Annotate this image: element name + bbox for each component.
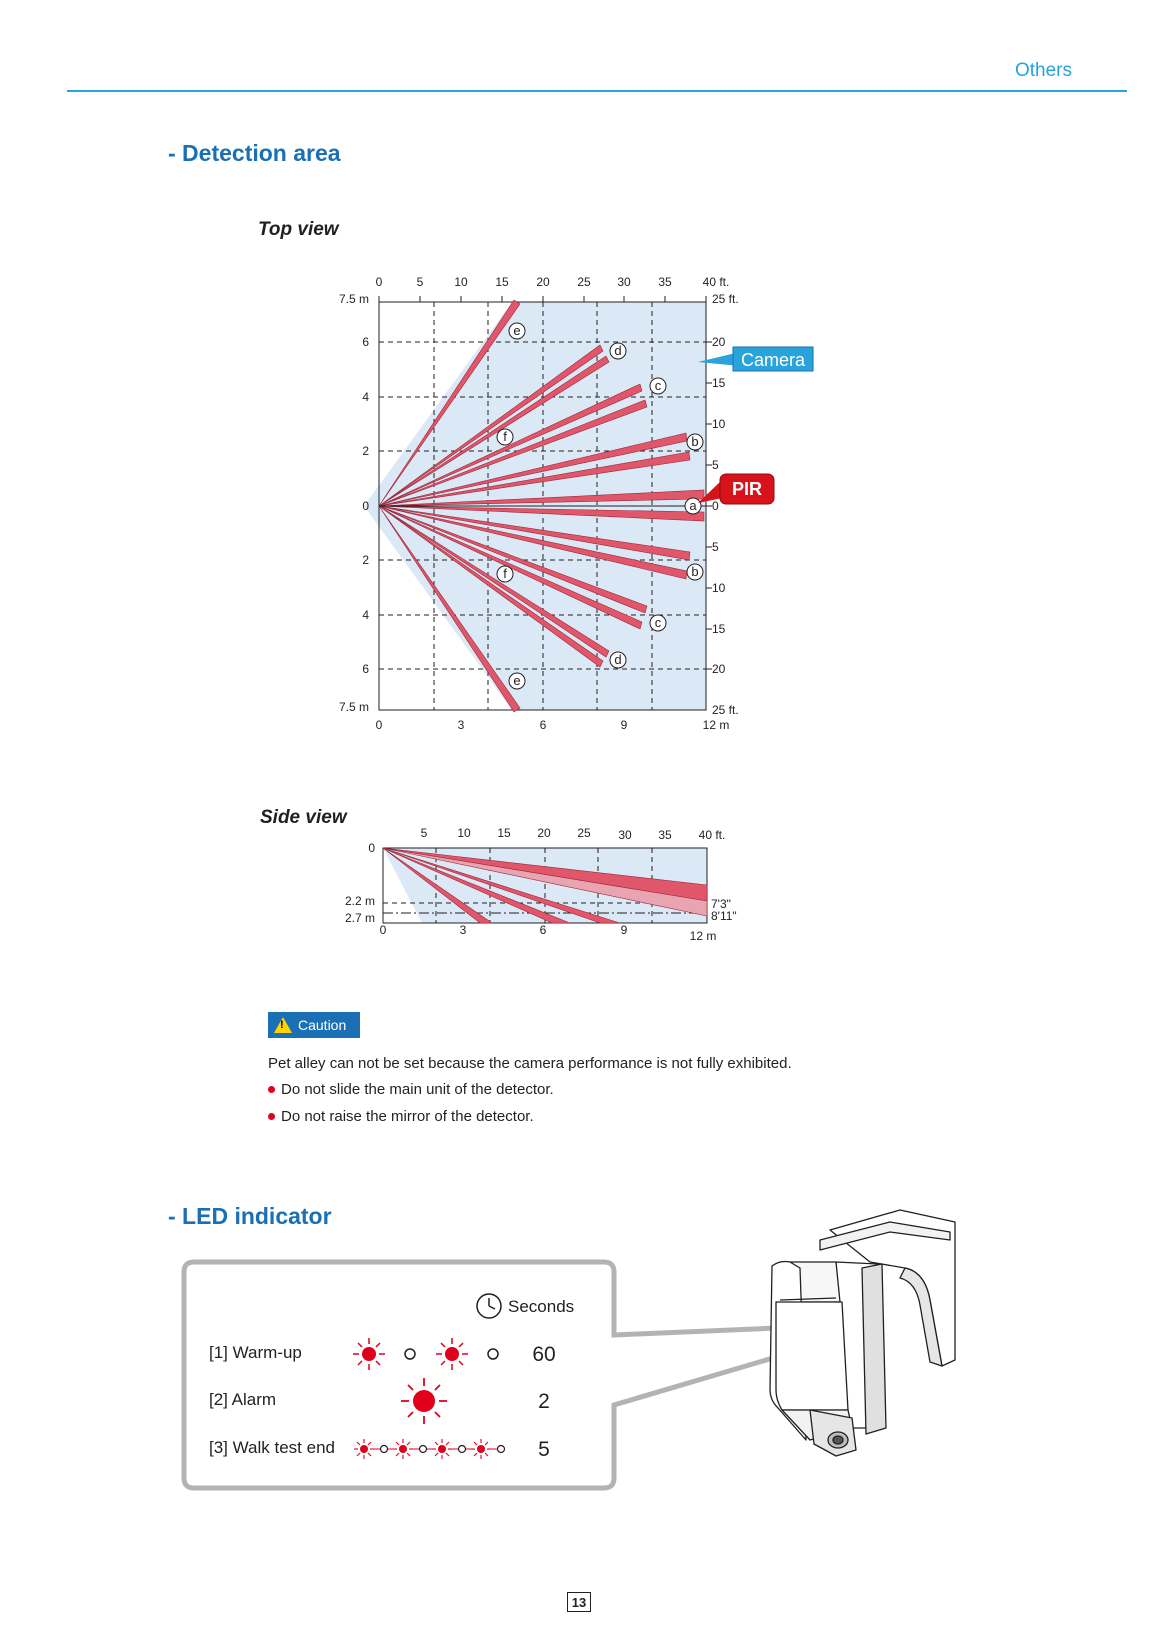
svg-text:0: 0: [712, 499, 719, 513]
zone-label-a: a: [689, 498, 697, 513]
page-number: 13: [567, 1592, 591, 1612]
svg-text:20: 20: [536, 275, 550, 289]
svg-text:40 ft.: 40 ft.: [698, 828, 726, 842]
svg-text:0: 0: [375, 275, 383, 289]
svg-text:3: 3: [457, 718, 465, 732]
detection-area-heading: - Detection area: [168, 140, 341, 166]
detector-device-illustration: [770, 1210, 955, 1456]
svg-text:30: 30: [617, 275, 631, 289]
side-view-label: Side view: [260, 807, 347, 828]
svg-text:6: 6: [539, 718, 547, 732]
svg-text:5: 5: [416, 275, 424, 289]
svg-text:12 m: 12 m: [702, 718, 730, 732]
caution-bullet-text: Do not raise the mirror of the detector.: [281, 1108, 534, 1125]
svg-text:7.5 m: 7.5 m: [338, 292, 369, 306]
svg-text:0: 0: [379, 923, 387, 937]
svg-text:PIR: PIR: [731, 479, 763, 499]
led-lit-small-icon: [393, 1439, 413, 1459]
svg-text:15: 15: [712, 622, 726, 636]
svg-text:20: 20: [712, 335, 726, 349]
svg-text:9: 9: [620, 718, 628, 732]
svg-text:4: 4: [362, 390, 369, 404]
warning-icon: !: [274, 1017, 292, 1033]
led-lit-small-icon: [432, 1439, 452, 1459]
led-row-seconds: 5: [538, 1438, 550, 1461]
zone-label-c-lower: c: [654, 615, 662, 630]
zone-label-c-upper: c: [654, 378, 662, 393]
zone-label-d-lower: d: [614, 652, 622, 667]
svg-text:7'3": 7'3": [711, 897, 731, 911]
top-view-label: Top view: [258, 219, 339, 240]
svg-text:12 m: 12 m: [689, 929, 717, 943]
svg-text:2.2 m: 2.2 m: [344, 894, 375, 908]
led-row-label: [3] Walk test end: [209, 1438, 335, 1457]
zone-label-f-upper: f: [503, 429, 507, 444]
svg-text:5: 5: [712, 540, 719, 554]
led-row-label: [1] Warm-up: [209, 1343, 302, 1362]
caution-bullet-text: Do not slide the main unit of the detector.: [281, 1081, 554, 1098]
led-off-icon: [488, 1349, 498, 1359]
caution-badge-label: Caution: [298, 1017, 347, 1033]
svg-text:5: 5: [420, 826, 428, 840]
svg-text:4: 4: [362, 608, 369, 622]
zone-label-d-upper: d: [614, 343, 622, 358]
svg-text:9: 9: [620, 923, 628, 937]
svg-text:Camera: Camera: [740, 350, 806, 370]
led-off-small-icon: [420, 1446, 427, 1453]
led-off-small-icon: [381, 1446, 388, 1453]
zone-label-b-upper: b: [691, 434, 699, 449]
svg-text:35: 35: [658, 275, 672, 289]
svg-text:0: 0: [368, 841, 375, 855]
svg-text:2.7 m: 2.7 m: [344, 911, 375, 925]
svg-text:30: 30: [618, 828, 632, 842]
svg-text:25: 25: [577, 826, 591, 840]
svg-text:25 ft.: 25 ft.: [712, 703, 739, 717]
svg-text:6: 6: [539, 923, 547, 937]
svg-text:20: 20: [537, 826, 551, 840]
zone-label-e-lower: e: [513, 673, 521, 688]
svg-text:10: 10: [712, 417, 726, 431]
svg-text:2: 2: [362, 553, 369, 567]
led-row-label: [2] Alarm: [209, 1390, 277, 1409]
led-off-small-icon: [459, 1446, 466, 1453]
svg-text:7.5 m: 7.5 m: [338, 700, 369, 714]
svg-text:10: 10: [457, 826, 471, 840]
svg-text:40 ft.: 40 ft.: [702, 275, 730, 289]
section-tab: Others: [1014, 60, 1072, 81]
led-off-icon: [405, 1349, 415, 1359]
svg-text:25 ft.: 25 ft.: [712, 292, 739, 306]
svg-text:6: 6: [362, 335, 369, 349]
zone-label-f-lower: f: [503, 566, 507, 581]
zone-label-e-upper: e: [513, 323, 521, 338]
svg-text:6: 6: [362, 662, 369, 676]
svg-text:15: 15: [497, 826, 511, 840]
svg-text:5: 5: [712, 458, 719, 472]
svg-text:25: 25: [577, 275, 591, 289]
svg-text:3: 3: [459, 923, 467, 937]
led-indicator-heading: - LED indicator: [168, 1203, 332, 1229]
svg-text:20: 20: [712, 662, 726, 676]
seconds-label: Seconds: [508, 1297, 575, 1316]
svg-text:0: 0: [362, 499, 369, 513]
led-lit-small-icon: [354, 1439, 374, 1459]
led-row-seconds: 60: [532, 1343, 556, 1366]
led-row-seconds: 2: [538, 1390, 550, 1413]
svg-text:15: 15: [495, 275, 509, 289]
caution-text: Pet alley can not be set because the camera performance is not fully exhibited.: [268, 1055, 792, 1072]
svg-text:15: 15: [712, 376, 726, 390]
svg-text:2: 2: [362, 444, 369, 458]
zone-label-b-lower: b: [691, 564, 699, 579]
led-lit-small-icon: [471, 1439, 491, 1459]
svg-text:10: 10: [454, 275, 468, 289]
svg-text:10: 10: [712, 581, 726, 595]
svg-text:35: 35: [658, 828, 672, 842]
svg-text:8'11": 8'11": [711, 909, 737, 923]
svg-text:0: 0: [375, 718, 383, 732]
led-off-small-icon: [498, 1446, 505, 1453]
